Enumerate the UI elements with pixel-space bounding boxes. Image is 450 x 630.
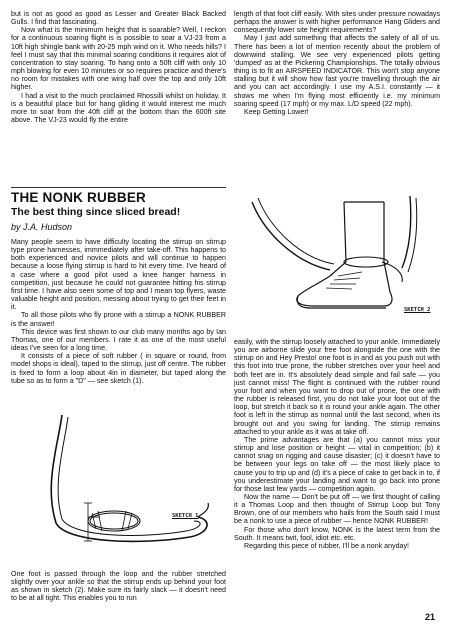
right-top-text bbox=[234, 10, 440, 116]
left-top-text bbox=[11, 10, 226, 124]
paragraph: This device was first shown to our club many months ago by Ian Thomas, one of our members. I rate it as one of the most useful ideas I've seen for a long time. bbox=[11, 327, 226, 353]
sketch-2-figure bbox=[234, 192, 440, 332]
paragraph: I had a visit to the much proclaimed Rhossilli whilst on holiday. It is a beautiful place but for hang gliding it would interest me much more to soar from the 40ft cliff at the bottom than the 600ft site above. The VJ-23 would fly the entire bbox=[11, 91, 226, 125]
paragraph: One foot is passed through the loop and the rubber stretched slightly over your ankle so that the stirrup ends up behind your foot as shown in sketch (2). Make sure its fairly slack — it doesn't need to be at all tight. This enables you to run bbox=[11, 570, 226, 603]
sketch-1-figure bbox=[22, 405, 222, 555]
article-headline: THE NONK RUBBER bbox=[11, 190, 147, 205]
page-number: 21 bbox=[425, 612, 436, 622]
sketch-1-label: SKETCH 1 bbox=[172, 513, 199, 519]
article-byline: by J.A. Hudson bbox=[11, 222, 73, 232]
paragraph: Now what is the minimum height that is soarable? Well, I reckon for a continuous soaring flight is is possible to soar a VJ-23 from a 10ft high shingle bank with 20-25 mph wind on it. Who needs hills? I feel I must say that this minimal soaring conditions it requires alot of concentration to stay soaring. To hang onto a 50ft cliff with only 10 mph blowing for even 10 minutes or so requires practice and there's no room for mistakes with one wing half over the top and only 10ft higher. bbox=[11, 26, 226, 92]
paragraph: The prime advantages are that (a) you cannot miss your stirrup and lose position or height — vital in competition; (b) it cannot snag on rigging and cause disaster; (c) it doesn't have to be between your legs on take off — the most likely place to cause you to trip up and (d) it's a piece of cake to get back in to, if you underestimate your landing and want to go back into prone for those last few yards — competition again. bbox=[234, 435, 441, 493]
paragraph: but is not as good as good as Lesser and Greater Black Backed Gulls. I find that fascinating. bbox=[11, 10, 226, 27]
paragraph: For those who don't know, NONK is the latest term from the South. It means twit, fool, idiot etc. etc. bbox=[234, 525, 440, 542]
left-article-text bbox=[11, 238, 226, 385]
paragraph: Now the name — Don't be put off — we first thought of calling it a Thomas Loop and then thought of Stirrup Loop but Tony Brown, one of our members who hails from the South said I must be a nonk to use a piece of rubber — hence NONK RUBBER! bbox=[234, 492, 440, 526]
stirrup-loop-drawing bbox=[22, 405, 222, 555]
article-subheadline: The best thing since sliced bread! bbox=[11, 206, 181, 218]
paragraph: Keep Getting Lower! bbox=[244, 107, 309, 116]
paragraph: It consists of a piece of soft rubber ( in square or round, from model shops is ideal), taped to the stirrup, just off centre. The rubber is fixed to form a loop about 4in in diameter, but taped along the tube so as to form a "D" — see sketch (1). bbox=[11, 352, 226, 385]
left-bottom-text bbox=[11, 570, 226, 603]
paragraph: To all those pilots who fly prone with a stirrup a NONK RUBBER is the answer! bbox=[11, 311, 226, 328]
sketch-2-label: SKETCH 2 bbox=[404, 307, 431, 313]
right-article-text bbox=[234, 338, 440, 550]
paragraph: easily, with the stirrup loosely attached to your ankle. Immediately you are airborne slide your free foot alongside the one with the stirrup on and Hey Presto! one foot is in and as you push out with this foot into true prone, the rubber stretches over your heel and both feet are in. It's absolutely dead simple and fail safe — you just cannot miss! The flight is continued with the rubber round your foot and when you want to drop out of prone, the one with the rubber is released first, you do not take your foot out of the loop, but stretch it back so it is round your ankle again. The other foot is left in the stirrup as normal until the last second, when its brought out and you swing for landing. The stirrup remains attached to your ankle as it was at take off. bbox=[234, 338, 440, 436]
paragraph: Regarding this piece of rubber, I'll be a nonk anyday! bbox=[244, 541, 410, 550]
paragraph: May I just add something that affects the safety of all of us. There has been a lot of mention recently about the problem of downwind stalling. We see very experienced pilots getting 'dumped' as at the Pickering Championships. The totally obvious thing is to fit an AIRSPEED INDICATOR. This won't stop anyone stalling but it will show how fast you're travelling through the air and you can act accordingly. I use my A.S.I. constantly — it shows me when I'm flying most efficiently i.e. my minimum soaring speed (17 mph) or my max. L/D speed (22 mph). bbox=[234, 34, 440, 108]
paragraph: length of that foot cliff easily. With sites under pressure nowadays perhaps the answer is with higher performance Hang Gliders and consequently lower site height requirements? bbox=[234, 10, 440, 35]
section-divider bbox=[11, 187, 226, 188]
paragraph: Many people seem to have difficulty locating the stirrup on stirrup type prone harnesses, immmediately after take-off. This happens to both experienced and novice pilots and will continue to happen because a loose flying stirrup is hard to hit every time. I've heard of a case where a good pilot used a knee hanger harness in competition, just because he could not guarantee hitting his stirrup first time. I have also seen some of top and I mean top flyers, waste valuable height and position, messing about trying to get their feet in it. bbox=[11, 238, 226, 312]
